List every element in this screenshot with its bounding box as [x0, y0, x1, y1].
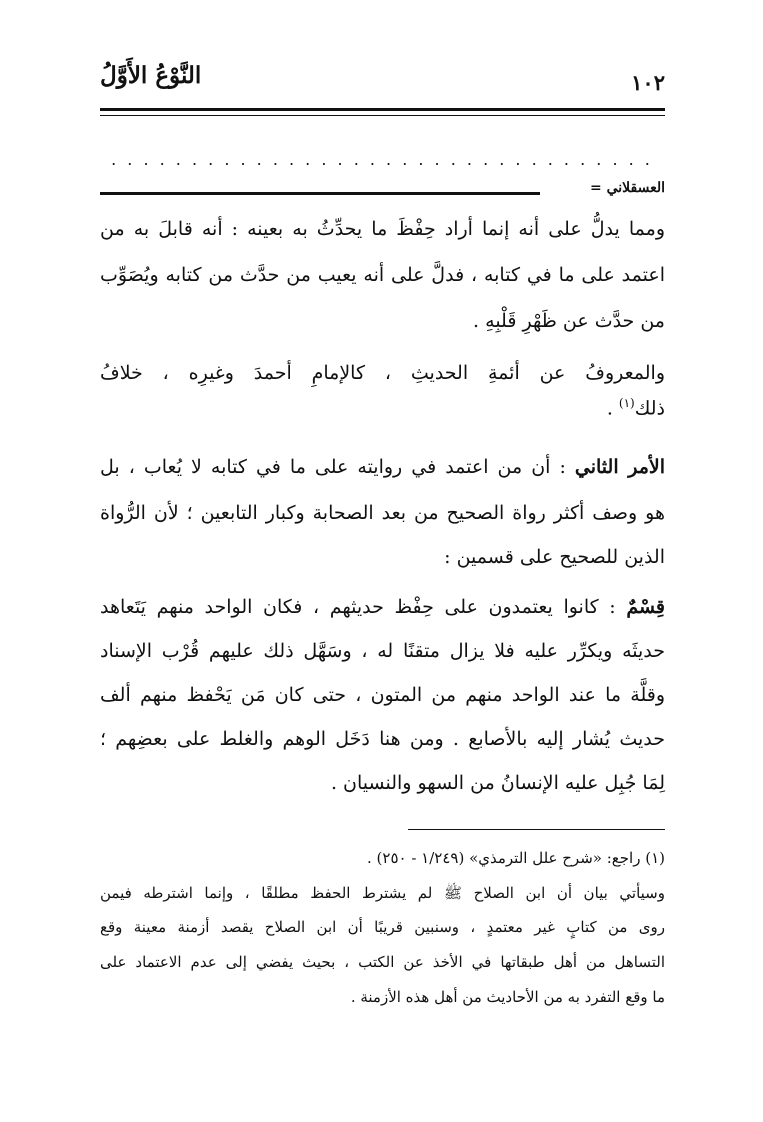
paragraph-lead: الأمر الثاني: [574, 456, 665, 478]
footnote-line: (١) راجع: «شرح علل الترمذي» (١/٢٤٩ - ٢٥٠) .: [367, 849, 665, 867]
body-text: : كانوا يعتمدون على حِفْظ حديثهم ، فكان الواحد منهم يَتَعاهد: [100, 596, 616, 618]
body-text: : أن من اعتمد في روايته على ما في كتابه لا يُعاب ، بل: [100, 456, 566, 478]
page-header: [100, 62, 665, 106]
footnote-rule: [408, 829, 665, 830]
footnote-line: التساهل من أهل طبقاتها في الأخذ عن الكتب ، بحيث يفضي إلى عدم الاعتماد على: [100, 953, 665, 971]
body-line: لِمَا جُبِل عليه الإنسانُ من السهو والنسيان .: [330, 772, 665, 794]
body-text: ذلك: [634, 397, 665, 420]
header-rule-thick: [100, 108, 665, 111]
body-line: والمعروفُ عن أئمةِ الحديثِ ، كالإمامِ أحمدَ وغيرِه ، خلافُ: [100, 362, 665, 384]
body-line: اعتمد على ما في كتابه ، فدلَّ على أنه يعيب من حدَّث من كتابه ويُصَوِّب: [100, 264, 665, 286]
body-line: وقلَّة ما عند الواحد منهم من المتون ، حتى كان مَن يَحْفظ منهم ألف: [100, 684, 665, 706]
body-text: .: [606, 397, 613, 420]
footnote-line: وسيأتي بيان أن ابن الصلاح ﷺ لم يشترط الحفظ مطلقًا ، وإنما اشترطه فيمن: [100, 884, 665, 902]
header-rule-thin: [100, 115, 665, 116]
page-number: ١٠٢: [631, 70, 665, 95]
body-line: ومما يدلُّ على أنه إنما أراد حِفْظَ ما يحدِّثُ به بعينه : أنه قابلَ به من: [100, 218, 665, 240]
footnote-line: ما وقع التفرد به من الأحاديث من أهل هذه الأزمنة .: [350, 988, 665, 1006]
footnote-reference: (١): [618, 396, 635, 410]
body-line: حديث يُشار إليه بالأصابع . ومن هنا دَخَل الوهم والغلط على بعضِهم ؛: [100, 728, 665, 750]
body-line: من حدَّث عن ظَهْرِ قَلْبِهِ .: [473, 310, 665, 332]
body-line: [100, 396, 665, 419]
body-line: حديثَه ويكرِّر عليه فلا يزال متقنًا له ، وسَهَّل ذلك عليهم قُرْب الإسناد: [100, 640, 665, 662]
footnote-line: روى من كتابٍ غير معتمدٍ ، وسنبين قريبًا أن ابن الصلاح يقصد أزمنة معينة وقع: [100, 918, 665, 936]
section-label: العسقلاني =: [589, 180, 665, 196]
separator-dots: . . . . . . . . . . . . . . . . . . . . . . . . . . . . . . . . . .: [111, 150, 653, 169]
body-line: الذين للصحيح على قسمين :: [444, 546, 665, 568]
body-line: هو وصف أكثر رواة الصحيح من بعد الصحابة وكبار التابعين ؛ لأن الرُّواة: [100, 502, 665, 524]
body-line: [100, 596, 665, 618]
body-line: [100, 456, 665, 478]
continuation-marker: [100, 180, 665, 206]
running-title: النَّوْعُ الأَوَّلُ: [100, 62, 202, 89]
paragraph-lead: قِسْمٌ: [626, 596, 665, 618]
section-label-rule: [100, 192, 540, 195]
